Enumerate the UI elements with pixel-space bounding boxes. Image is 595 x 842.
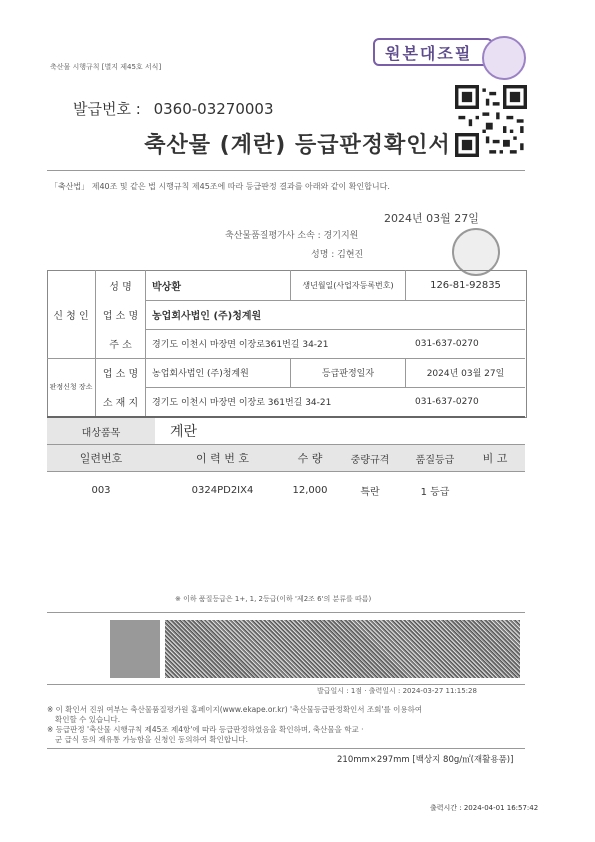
- company-value: 농업회사법인 (주)청계원: [152, 311, 262, 322]
- company-label: 업 소 명: [102, 311, 139, 322]
- cell-quality-grade: 1 등급: [420, 486, 450, 498]
- form-reference: 축산물 시행규칙 [별지 제45호 서식]: [50, 63, 162, 71]
- grading-date-value: 2024년 03월 27일: [426, 369, 505, 379]
- official-seal-icon: [482, 36, 526, 80]
- grading-date-label: 등급판정일자: [321, 369, 375, 379]
- row-divider: [47, 684, 525, 685]
- location-phone: 031-637-0270: [415, 396, 479, 407]
- place-label: 업 소 명: [102, 369, 139, 380]
- place-value: 농업회사법인 (주)청계원: [152, 369, 249, 379]
- statement-text: 「축산법」 제40조 및 같은 법 시행규칙 제45조에 따라 등급판정 결과를 아래와 같이 확인합니다.: [50, 182, 390, 191]
- item-label: 대상품목: [47, 418, 155, 444]
- cell-serial: 003: [91, 484, 111, 496]
- original-copy-stamp: [373, 38, 493, 66]
- barcode-left-icon: [110, 620, 160, 678]
- row-divider: [47, 612, 525, 613]
- header-divider: [47, 170, 525, 171]
- footer-divider: [47, 748, 525, 749]
- footer-note-1b: 확인할 수 있습니다.: [55, 715, 121, 724]
- paper-spec: 210mm×297mm [백상지 80g/㎡(재활용품)]: [337, 755, 514, 765]
- footer-note-3: 군 급식 등의 재유통 가능함을 신청인 동의하여 확인합니다.: [55, 735, 248, 744]
- footer-note-2: ※ 등급판정 '축산물 시행규칙 제45조 제4항'에 따라 등급판정하였음을 확인하며, 축산물을 학교 ·: [47, 725, 364, 734]
- issue-date: 2024년 03월 27일: [384, 212, 479, 225]
- footer-note-1: ※ 이 확인서 진위 여부는 축산물품질평가원 홈페이지(www.ekape.or.kr) '축산물등급판정확인서 조회'를 이용하여: [47, 705, 423, 714]
- document-title: 축산물 (계란) 등급판정확인서: [144, 133, 451, 158]
- bizno-value: 126-81-92835: [430, 279, 501, 291]
- cell-trace-number: 0324PD2IX4: [191, 484, 254, 496]
- item-value: 계란: [170, 424, 198, 440]
- stamp-text: 원본대조필: [385, 43, 473, 63]
- header-serial: 일련번호: [79, 452, 123, 465]
- header-weight-spec: 중량규격: [350, 454, 390, 466]
- issue-number: [73, 98, 274, 119]
- grade-note: ※ 이하 품질등급은 1+, 1, 2등급(이하 '제2조 6'의 분류를 따름): [175, 595, 372, 603]
- row-divider: [47, 471, 525, 472]
- cell-quantity: 12,000: [292, 484, 328, 496]
- inspector-affiliation: 축산물품질평가사 소속 : 경기지원: [225, 231, 359, 241]
- print-time: 출력시간 : 2024-04-01 16:57:42: [430, 804, 539, 812]
- bizno-label: 생년월일(사업자등록번호): [302, 280, 394, 290]
- col-divider: [145, 270, 146, 416]
- inspector-seal-icon: [452, 228, 500, 276]
- place-group-label: 판정신청 장소: [49, 383, 93, 391]
- cell-weight-spec: 특란: [360, 486, 380, 498]
- inspector-name: 성명 : 김현진: [311, 250, 364, 260]
- applicant-group-label: 신 청 인: [53, 310, 89, 322]
- name-label: 성 명: [109, 281, 132, 293]
- header-trace-number: 이 력 번 호: [196, 452, 249, 465]
- security-pattern-icon: [165, 620, 520, 678]
- address-value: 경기도 이천시 마장면 이장로361번길 34-21: [152, 340, 329, 350]
- location-value: 경기도 이천시 마장면 이장로 361번길 34-21: [152, 398, 332, 408]
- address-phone: 031-637-0270: [415, 338, 479, 349]
- location-label: 소 재 지: [102, 398, 139, 409]
- header-remarks: 비 고: [482, 452, 508, 465]
- header-quantity: 수 량: [297, 452, 323, 465]
- issue-label: 발급번호 :: [73, 100, 141, 118]
- issue-stamp-line: 발급일시 : 1점 · 출력일시 : 2024-03-27 11:15:28: [317, 687, 477, 695]
- name-value: 박상환: [152, 281, 181, 293]
- issue-value: 0360-03270003: [153, 100, 274, 118]
- header-quality-grade: 품질등급: [415, 454, 455, 466]
- address-label: 주 소: [109, 340, 132, 351]
- cell-remarks: [465, 480, 525, 500]
